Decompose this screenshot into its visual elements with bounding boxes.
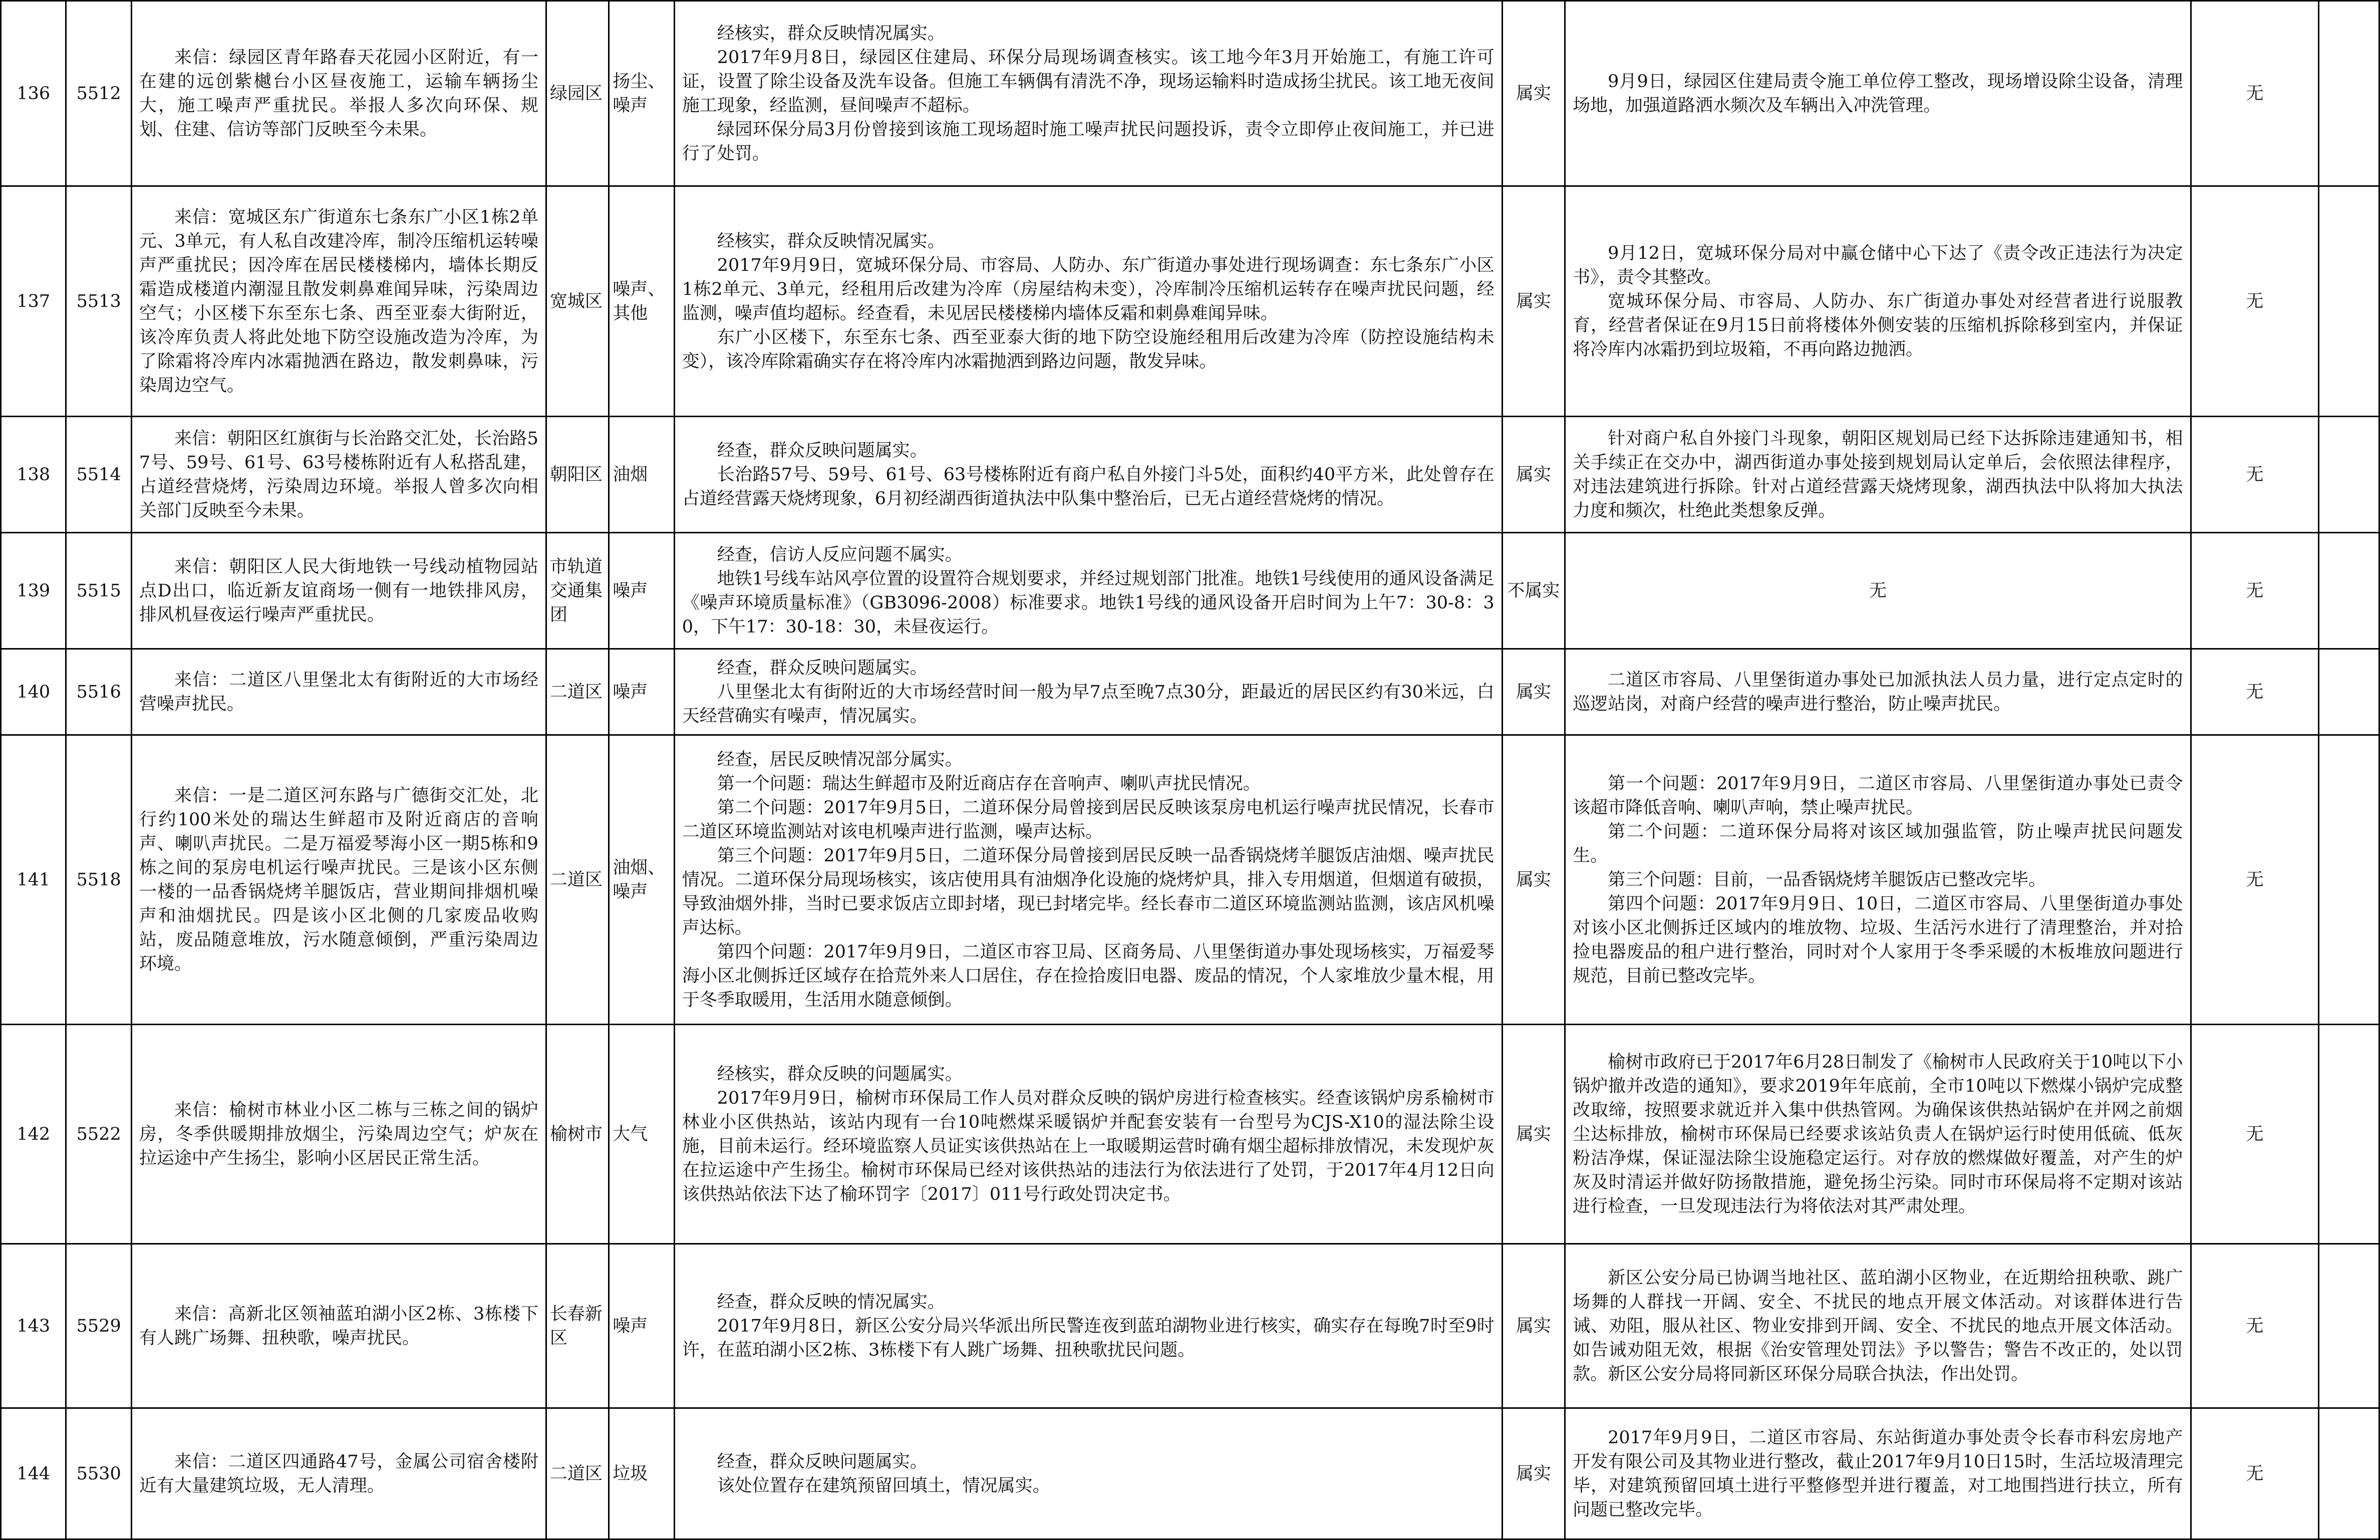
- verification-paragraph: 2017年9月8日，新区公安分局兴华派出所民警连夜到蓝珀湖物业进行核实，确实存在每晚7时至9时许，在蓝珀湖小区2栋、3栋楼下有人跳广场舞、扭秧歌扰民问题。: [682, 1316, 1495, 1360]
- verification-paragraph: 八里堡北太有街附近的大市场经营时间一般为早7点至晚7点30分，距最近的居民区约有30米远，白天经营确实有噪声，情况属实。: [682, 682, 1495, 726]
- pollution-type: 扬尘、噪声: [609, 1, 674, 186]
- row-number: 136: [1, 1, 66, 186]
- verification-paragraph: 绿园环保分局3月份曾接到该施工现场超时施工噪声扰民问题投诉，责令立即停止夜间施工，并已进行了处罚。: [682, 119, 1495, 164]
- row-number: 141: [1, 735, 66, 1025]
- table-row: [1, 735, 2379, 1025]
- table-body: [1, 1, 2379, 1539]
- verification-paragraph: 经查，群众反映问题属实。: [717, 1451, 928, 1472]
- rectification-action: [1565, 1244, 2191, 1408]
- district: 宽城区: [546, 186, 609, 417]
- district: 绿园区: [546, 1, 609, 186]
- empty-cell: [2319, 1408, 2379, 1539]
- row-number: 144: [1, 1408, 66, 1539]
- pollution-type: 大气: [609, 1025, 674, 1244]
- verification-paragraph: 经核实，群众反映的问题属实。: [717, 1064, 963, 1084]
- complaint-letter: [131, 649, 546, 735]
- complaint-text: 来信：榆树市林业小区二栋与三栋之间的锅炉房，冬季供暖期排放烟尘，污染周边空气；炉灰在拉运途中产生扬尘，影响小区居民正常生活。: [139, 1100, 538, 1168]
- verification: [674, 1244, 1502, 1408]
- complaint-letter: [131, 1025, 546, 1244]
- complaint-text: 来信：高新北区领袖蓝珀湖小区2栋、3栋楼下有人跳广场舞、扭秧歌，噪声扰民。: [139, 1304, 538, 1348]
- case-id: 5513: [66, 186, 131, 417]
- district: 二道区: [546, 735, 609, 1025]
- pollution-type: 噪声: [609, 533, 674, 649]
- complaint-letter: [131, 1, 546, 186]
- complaint-letter: [131, 735, 546, 1025]
- case-id: 5530: [66, 1408, 131, 1539]
- accountability: 无: [2191, 417, 2319, 533]
- verification-result: 属实: [1502, 1, 1565, 186]
- empty-cell: [2319, 1, 2379, 186]
- rectification-action: [1565, 1, 2191, 186]
- complaint-letter: [131, 533, 546, 649]
- verification-paragraph: 第三个问题：2017年9月5日，二道环保分局曾接到居民反映一品香锅烧烤羊腿饭店油烟、噪声扰民情况。二道环保分局现场核实，该店使用具有油烟净化设施的烧烤炉具，排入专用烟道，但烟道有破损，导致油烟外排，当时已要求饭店立即封堵，现已封堵完毕。经长春市二道区环境监测站监测，该店风机噪声达标。: [682, 845, 1495, 938]
- case-id: 5529: [66, 1244, 131, 1408]
- verification-paragraph: 第二个问题：2017年9月5日，二道环保分局曾接到居民反映该泵房电机运行噪声扰民情况，长春市二道区环境监测站对该电机噪声进行监测，噪声达标。: [682, 797, 1495, 842]
- action-paragraph: 第二个问题：二道环保分局将对该区域加强监管，防止噪声扰民问题发生。: [1573, 821, 2183, 866]
- pollution-type: 垃圾: [609, 1408, 674, 1539]
- rectification-action: [1565, 649, 2191, 735]
- row-number: 139: [1, 533, 66, 649]
- accountability: 无: [2191, 1025, 2319, 1244]
- empty-cell: [2319, 417, 2379, 533]
- pollution-type: 油烟、噪声: [609, 735, 674, 1025]
- row-number: 138: [1, 417, 66, 533]
- verification-result: 属实: [1502, 186, 1565, 417]
- complaint-text: 来信：二道区四通路47号，金属公司宿舍楼附近有大量建筑垃圾，无人清理。: [139, 1451, 538, 1496]
- district: 二道区: [546, 1408, 609, 1539]
- verification-paragraph: 2017年9月8日，绿园区住建局、环保分局现场调查核实。该工地今年3月开始施工，有施工许可证，设置了除尘设备及洗车设备。但施工车辆偶有清洗不净，现场运输料时造成扬尘扰民。该工地无夜间施工现象，经监测，昼间噪声不超标。: [682, 47, 1495, 116]
- action-paragraph: 2017年9月9日，二道区市容局、东站街道办事处责令长春市科宏房地产开发有限公司及其物业进行整改，截止2017年9月10日15时，生活垃圾清理完毕，对建筑预留回填土进行平整修型并进行覆盖，对工地围挡进行扶立，所有问题已整改完毕。: [1573, 1427, 2183, 1520]
- complaint-text: 来信：朝阳区红旗街与长治路交汇处，长治路57号、59号、61号、63号楼栋附近有人私搭乱建，占道经营烧烤，污染周边环境。举报人曾多次向相关部门反映至今未果。: [139, 428, 538, 521]
- action-paragraph: 二道区市容局、八里堡街道办事处已加派执法人员力量，进行定点定时的巡逻站岗，对商户经营的噪声进行整治，防止噪声扰民。: [1573, 670, 2183, 714]
- verification-result: 属实: [1502, 1244, 1565, 1408]
- case-id: 5514: [66, 417, 131, 533]
- verification: [674, 649, 1502, 735]
- verification-paragraph: 2017年9月9日，宽城环保分局、市容局、人防办、东广街道办事处进行现场调查：东七条东广小区1栋2单元、3单元，经租用后改建为冷库（房屋结构未变），冷库制冷压缩机运转存在噪声扰民问题，经监测，噪声值均超标。经查看，未见居民楼楼梯内墙体反霜和刺鼻难闻异味。: [682, 255, 1495, 324]
- action-paragraph: 9月9日，绿园区住建局责令施工单位停工整改，现场增设除尘设备，清理场地，加强道路洒水频次及车辆出入冲洗管理。: [1573, 71, 2183, 116]
- accountability: 无: [2191, 649, 2319, 735]
- district: 二道区: [546, 649, 609, 735]
- verification-paragraph: 经核实，群众反映情况属实。: [717, 231, 945, 251]
- row-number: 137: [1, 186, 66, 417]
- case-id: 5515: [66, 533, 131, 649]
- verification: [674, 533, 1502, 649]
- complaint-letter: [131, 186, 546, 417]
- case-id: 5522: [66, 1025, 131, 1244]
- complaint-text: 来信：一是二道区河东路与广德街交汇处，北行约100米处的瑞达生鲜超市及附近商店的音响声、喇叭声扰民。二是万福爱琴海小区一期5栋和9栋之间的泵房电机运行噪声扰民。三是该小区东侧一楼的一品香锅烧烤羊腿饭店，营业期间排烟机噪声和油烟扰民。四是该小区北侧的几家废品收购站，废品随意堆放，污水随意倾倒，严重污染周边环境。: [139, 785, 538, 974]
- verification-paragraph: 第一个问题：瑞达生鲜超市及附近商店存在音响声、喇叭声扰民情况。: [717, 773, 1261, 794]
- rectification-action: [1565, 1025, 2191, 1244]
- rectification-action: [1565, 417, 2191, 533]
- complaint-letter: [131, 1408, 546, 1539]
- action-paragraph: 针对商户私自外接门斗现象，朝阳区规划局已经下达拆除违建通知书，相关手续正在交办中，湖西街道办事处接到规划局认定单后，会依照法律程序，对违法建筑进行拆除。针对占道经营露天烧烤现象，湖西执法中队将加大执法力度和频次，杜绝此类想象反弹。: [1573, 428, 2183, 521]
- accountability: 无: [2191, 533, 2319, 649]
- table-row: [1, 417, 2379, 533]
- action-paragraph: 9月12日，宽城环保分局对中赢仓储中心下达了《责令改正违法行为决定书》，责令其整改。: [1573, 243, 2183, 287]
- case-id: 5512: [66, 1, 131, 186]
- accountability: 无: [2191, 1408, 2319, 1539]
- verification-paragraph: 2017年9月9日，榆树市环保局工作人员对群众反映的锅炉房进行检查核实。经查该锅炉房系榆树市林业小区供热站，该站内现有一台10吨燃煤采暖锅炉并配套安装有一台型号为CJS-X10的湿法除尘设施，目前未运行。经环境监察人员证实该供热站在上一取暖期运营时确有烟尘超标排放情况，未发现炉灰在拉运途中产生扬尘。榆树市环保局已经对该供热站的违法行为依法进行了处罚，于2017年4月12日向该供热站依法下达了榆环罚字〔2017〕011号行政处罚决定书。: [682, 1088, 1495, 1204]
- empty-cell: [2319, 533, 2379, 649]
- verification-result: 属实: [1502, 649, 1565, 735]
- verification-paragraph: 该处位置存在建筑预留回填土，情况属实。: [717, 1475, 1050, 1496]
- action-paragraph: 第四个问题：2017年9月9日、10日，二道区市容局、八里堡街道办事处对该小区北侧拆迁区域内的堆放物、垃圾、生活污水进行了清理整治，并对拾捡电器废品的租户进行整治，同时对个人家用于冬季采暖的木板堆放问题进行规范，目前已整改完毕。: [1573, 893, 2183, 986]
- accountability: 无: [2191, 735, 2319, 1025]
- verification: [674, 735, 1502, 1025]
- accountability: 无: [2191, 1244, 2319, 1408]
- empty-cell: [2319, 1244, 2379, 1408]
- verification-paragraph: 第四个问题：2017年9月9日，二道区市容卫局、区商务局、八里堡街道办事处现场核实，万福爱琴海小区北侧拆迁区域存在拾荒外来人口居住，存在捡拾废旧电器、废品的情况，个人家堆放少量木棍，用于冬季取暖用，生活用水随意倾倒。: [682, 942, 1495, 1010]
- verification-result: 属实: [1502, 735, 1565, 1025]
- empty-cell: [2319, 1025, 2379, 1244]
- verification-paragraph: 经查，信访人反应问题不属实。: [717, 544, 963, 565]
- table-row: [1, 649, 2379, 735]
- complaint-text: 来信：宽城区东广街道东七条东广小区1栋2单元、3单元，有人私自改建冷库，制冷压缩机运转噪声严重扰民；因冷库在居民楼楼梯内，墙体长期反霜造成楼道内潮湿且散发刺鼻难闻异味，污染周边空气；小区楼下东至东七条、西至亚泰大街附近，该冷库负责人将此处地下防空设施改造为冷库，为了除霜将冷库内冰霜抛洒在路边，散发刺鼻味，污染周边空气。: [139, 207, 538, 396]
- verification-paragraph: 经核实，群众反映情况属实。: [717, 23, 945, 44]
- table-row: [1, 1408, 2379, 1539]
- verification-result: 属实: [1502, 417, 1565, 533]
- verification-result: 属实: [1502, 1025, 1565, 1244]
- case-id: 5516: [66, 649, 131, 735]
- action-paragraph: 榆树市政府已于2017年6月28日制发了《榆树市人民政府关于10吨以下小锅炉撤并改造的通知》，要求2019年年底前，全市10吨以下燃煤小锅炉完成整改取缔，按照要求就近并入集中供热管网。为确保该供热站锅炉在并网之前烟尘达标排放，榆树市环保局已经要求该站负责人在锅炉运行时使用低硫、低灰粉洁净煤，保证湿法除尘设施稳定运行。对存放的燃煤做好覆盖，对产生的炉灰及时清运并做好防扬散措施，避免扬尘污染。同时市环保局将不定期对该站进行检查，一旦发现违法行为将依法对其严肃处理。: [1573, 1052, 2183, 1216]
- table-row: [1, 1025, 2379, 1244]
- case-id: 5518: [66, 735, 131, 1025]
- row-number: 142: [1, 1025, 66, 1244]
- pollution-type: 噪声、其他: [609, 186, 674, 417]
- district: 榆树市: [546, 1025, 609, 1244]
- verification-paragraph: 东广小区楼下，东至东七条、西至亚泰大街的地下防空设施经租用后改建为冷库（防控设施结构未变），该冷库除霜确实存在将冷库内冰霜抛洒到路边问题，散发异味。: [682, 327, 1495, 372]
- complaint-text: 来信：朝阳区人民大街地铁一号线动植物园站点D出口，临近新友谊商场一侧有一地铁排风房，排风机昼夜运行噪声严重扰民。: [139, 556, 538, 625]
- verification-paragraph: 经查，群众反映问题属实。: [717, 440, 928, 461]
- verification-result: 属实: [1502, 1408, 1565, 1539]
- empty-cell: [2319, 186, 2379, 417]
- verification: [674, 417, 1502, 533]
- action-paragraph: 新区公安分局已协调当地社区、蓝珀湖小区物业，在近期给扭秧歌、跳广场舞的人群找一开阔、安全、不扰民的地点开展文体活动。对该群体进行告诫、劝阻，服从社区、物业安排到开阔、安全、不扰民的地点开展文体活动。如告诫劝阻无效，根据《治安管理处罚法》予以警告；警告不改正的，处以罚款。新区公安分局将同新区环保分局联合执法，作出处罚。: [1573, 1268, 2183, 1384]
- complaint-text: 来信：二道区八里堡北太有街附近的大市场经营噪声扰民。: [139, 670, 538, 714]
- complaint-letter: [131, 417, 546, 533]
- row-number: 143: [1, 1244, 66, 1408]
- verification-paragraph: 经查，群众反映的情况属实。: [717, 1292, 945, 1312]
- empty-cell: [2319, 735, 2379, 1025]
- accountability: 无: [2191, 186, 2319, 417]
- rectification-action: 无: [1565, 533, 2191, 649]
- verification: [674, 1, 1502, 186]
- table-row: [1, 186, 2379, 417]
- verification-paragraph: 长治路57号、59号、61号、63号楼栋附近有商户私自外接门斗5处，面积约40平方米，此处曾存在占道经营露天烧烤现象，6月初经湖西街道执法中队集中整治后，已无占道经营烧烤的情况。: [682, 464, 1495, 509]
- district: 市轨道交通集团: [546, 533, 609, 649]
- empty-cell: [2319, 649, 2379, 735]
- action-paragraph: 第一个问题：2017年9月9日，二道区市容局、八里堡街道办事处已责令该超市降低音响、喇叭声响，禁止噪声扰民。: [1573, 773, 2183, 818]
- action-paragraph: 第三个问题：目前，一品香锅烧烤羊腿饭店已整改完毕。: [1608, 869, 2046, 890]
- verification: [674, 1025, 1502, 1244]
- verification: [674, 186, 1502, 417]
- rectification-action: [1565, 186, 2191, 417]
- district: 朝阳区: [546, 417, 609, 533]
- pollution-type: 噪声: [609, 1244, 674, 1408]
- pollution-type: 噪声: [609, 649, 674, 735]
- table-row: [1, 1244, 2379, 1408]
- table-row: [1, 1, 2379, 186]
- complaint-letter: [131, 1244, 546, 1408]
- complaint-text: 来信：绿园区青年路春天花园小区附近，有一在建的远创紫樾台小区昼夜施工，运输车辆扬尘大，施工噪声严重扰民。举报人多次向环保、规划、住建、信访等部门反映至今未果。: [139, 47, 538, 140]
- pollution-type: 油烟: [609, 417, 674, 533]
- rectification-action: [1565, 735, 2191, 1025]
- district: 长春新区: [546, 1244, 609, 1408]
- table-row: [1, 533, 2379, 649]
- row-number: 140: [1, 649, 66, 735]
- verification-paragraph: 经查，群众反映问题属实。: [717, 658, 928, 678]
- rectification-action: [1565, 1408, 2191, 1539]
- accountability: 无: [2191, 1, 2319, 186]
- verification-result: 不属实: [1502, 533, 1565, 649]
- verification-paragraph: 经查，居民反映情况部分属实。: [717, 749, 963, 770]
- action-paragraph: 宽城环保分局、市容局、人防办、东广街道办事处对经营者进行说服教育，经营者保证在9月15日前将楼体外侧安装的压缩机拆除移到室内，并保证将冷库内冰霜扔到垃圾箱，不再向路边抛洒。: [1573, 291, 2183, 360]
- verification-paragraph: 地铁1号线车站风亭位置的设置符合规划要求，并经过规划部门批准。地铁1号线使用的通风设备满足《噪声环境质量标准》（GB3096-2008）标准要求。地铁1号线的通风设备开启时间为上午7：30-8：30，下午17：30-18：30，未昼夜运行。: [682, 568, 1495, 637]
- verification: [674, 1408, 1502, 1539]
